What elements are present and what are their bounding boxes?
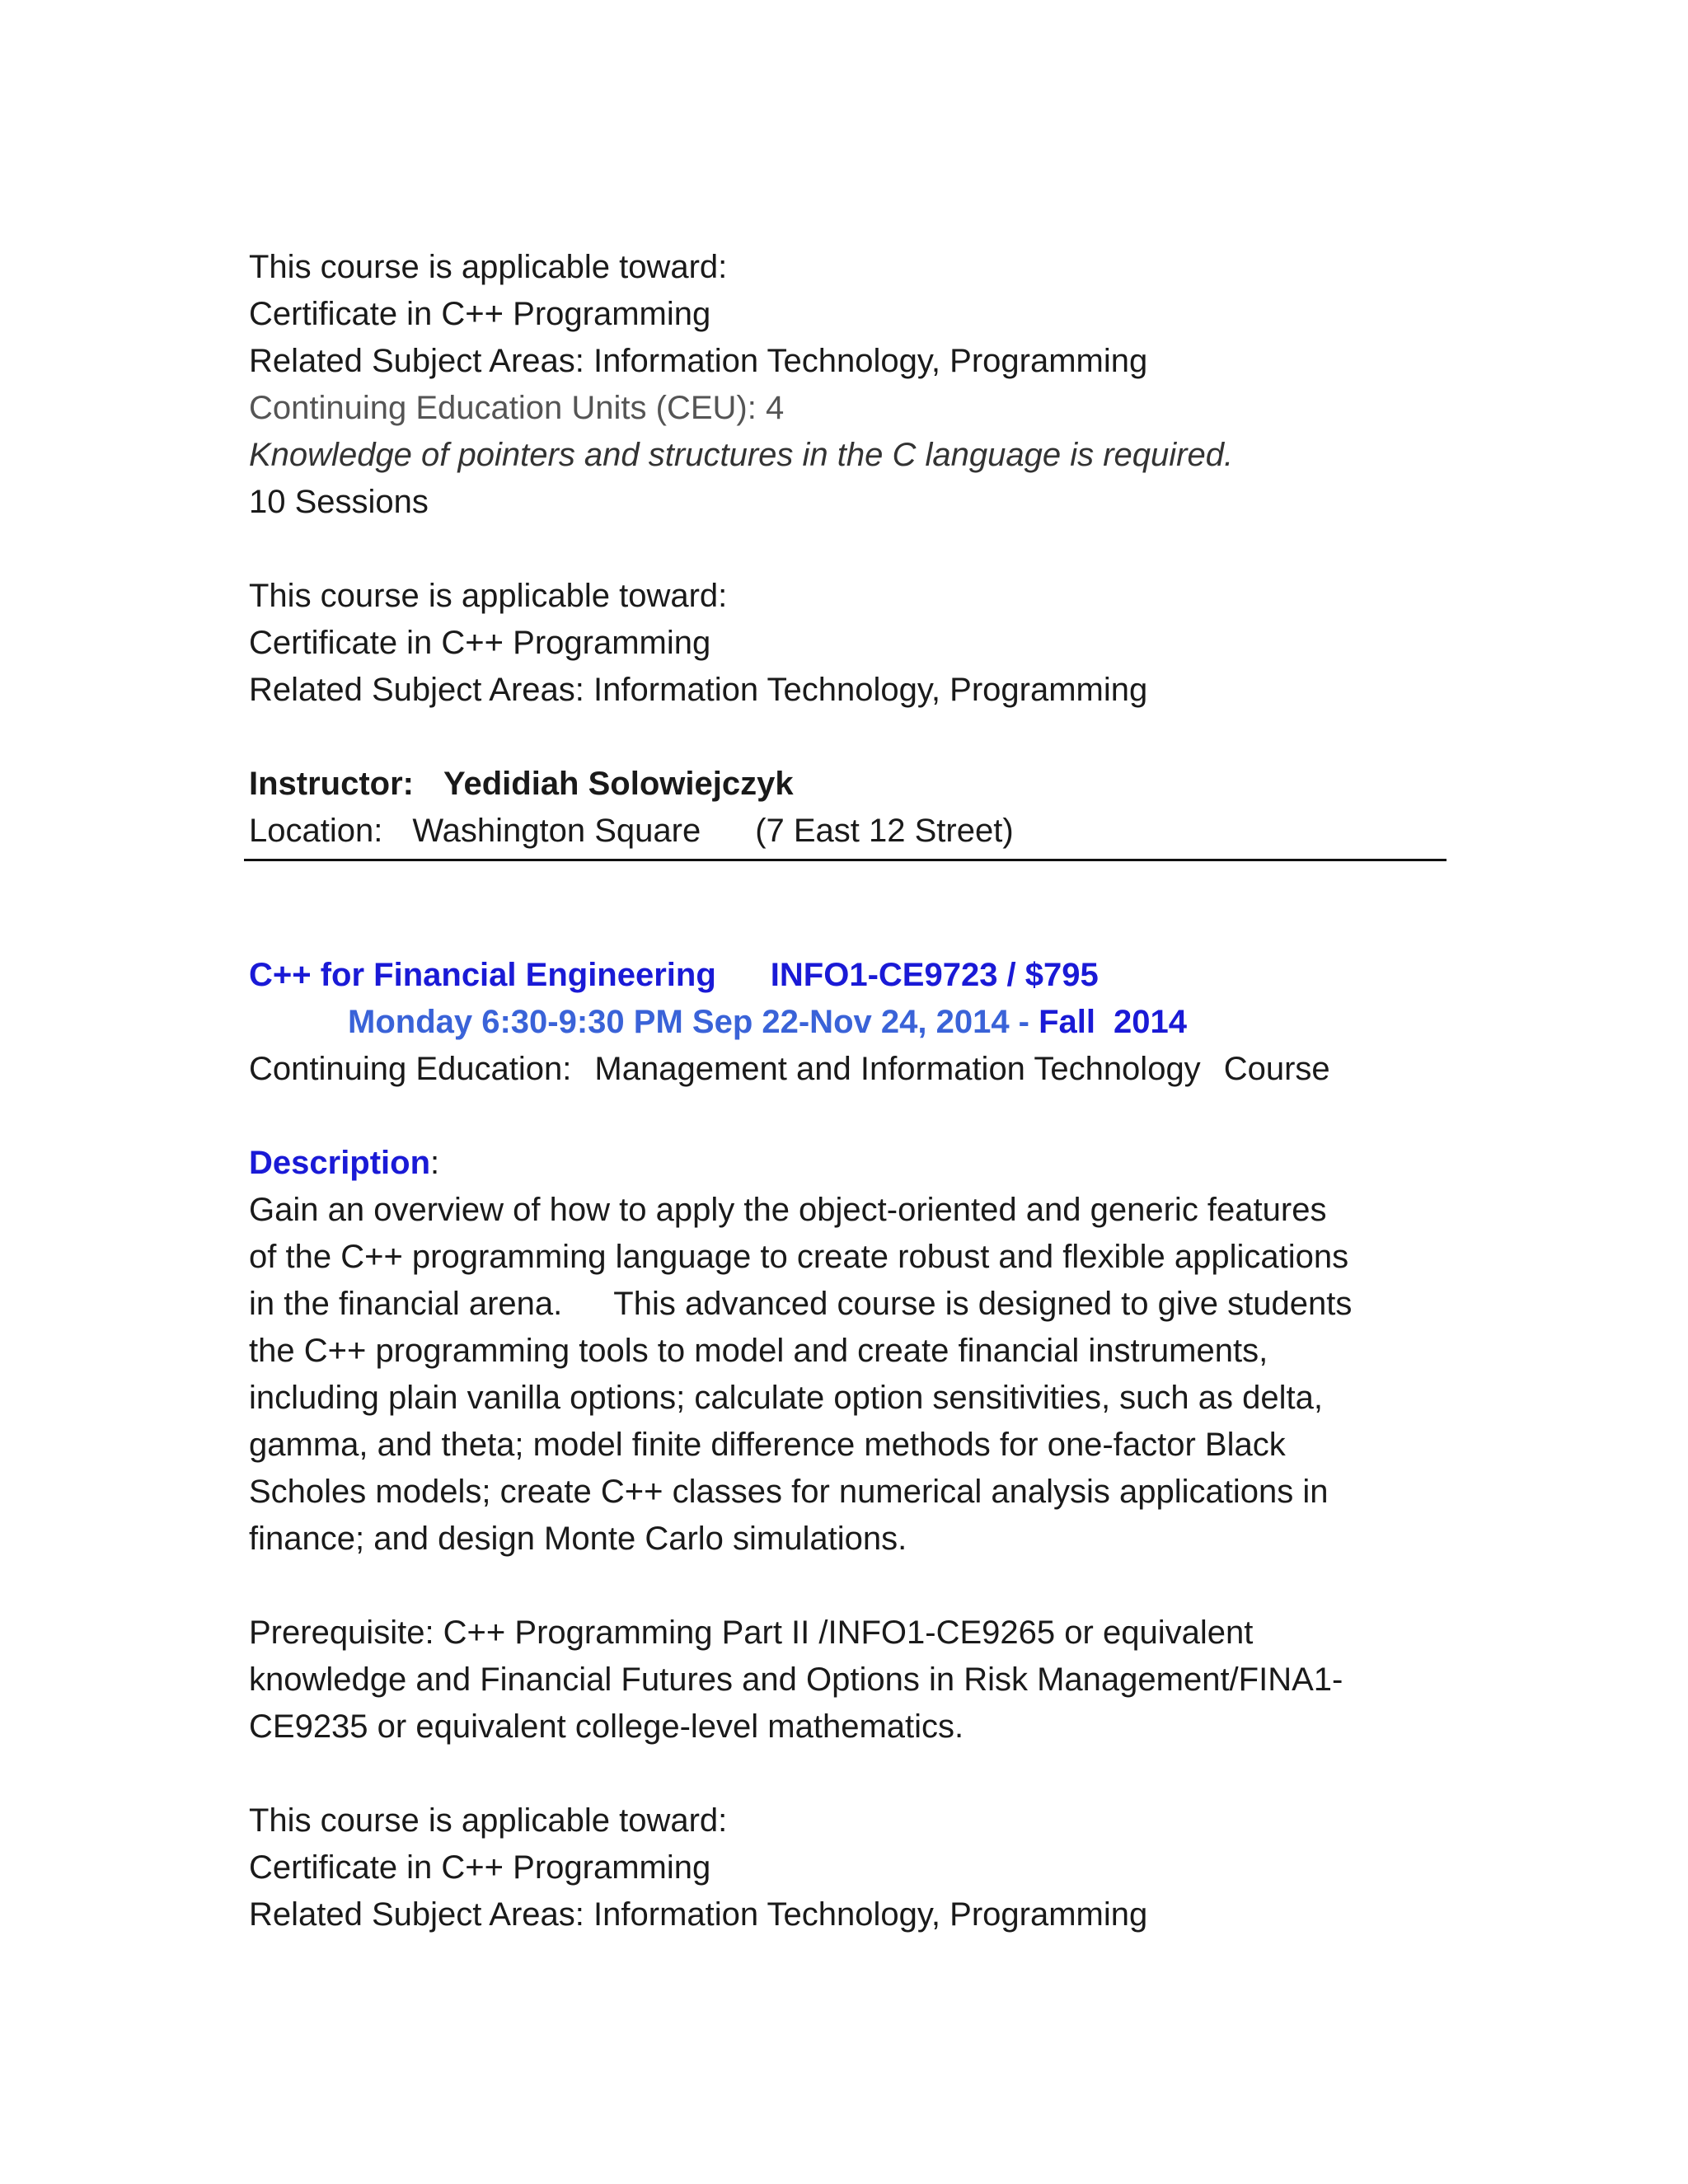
description-line: the C++ programming tools to model and create financial instruments,: [249, 1333, 1268, 1369]
description-colon: :: [430, 1145, 440, 1181]
location-label: Location:: [249, 813, 383, 849]
document-content: [249, 244, 1452, 1938]
description-heading: Description: [249, 1145, 431, 1181]
related-subjects-text: Related Subject Areas: Information Technology, Programming: [249, 1896, 1148, 1933]
description-line: Gain an overview of how to apply the object-oriented and generic features: [249, 1192, 1327, 1228]
ceu-text: Continuing Education Units (CEU): 4: [249, 390, 785, 426]
description-line-part: This advanced course is designed to give students: [613, 1286, 1353, 1322]
related-subjects-text: Related Subject Areas: Information Technology, Programming: [249, 672, 1148, 708]
applicable-toward-text: This course is applicable toward:: [249, 578, 728, 614]
applicable-toward-text: This course is applicable toward:: [249, 1802, 728, 1839]
description-line: of the C++ programming language to create robust and flexible applications: [249, 1239, 1349, 1275]
course-schedule: Monday 6:30-9:30 PM Sep 22-Nov 24, 2014 -: [348, 1004, 1029, 1040]
instructor-label: Instructor:: [249, 766, 414, 802]
description-paragraph: [249, 1187, 1452, 1563]
instructor-row: [249, 761, 1452, 808]
description-line: including plain vanilla options; calculate option sensitivities, such as delta,: [249, 1380, 1323, 1416]
course-title-row: [249, 952, 1452, 999]
course-title: C++ for Financial Engineering: [249, 957, 716, 993]
description-line: finance; and design Monte Carlo simulations.: [249, 1521, 907, 1557]
course-year: 2014: [1114, 1004, 1188, 1040]
certificate-text: Certificate in C++ Programming: [249, 1849, 711, 1886]
course-term: Fall: [1039, 1004, 1096, 1040]
prerequisite-paragraph: [249, 1610, 1452, 1750]
description-line: gamma, and theta; model finite difference methods for one-factor Black: [249, 1427, 1286, 1463]
certificate-text: Certificate in C++ Programming: [249, 296, 711, 332]
department-row: [249, 1046, 1452, 1093]
location-row: [244, 808, 1447, 861]
instructor-name: Yedidiah Solowiejczyk: [443, 766, 794, 802]
course-type: Course: [1223, 1051, 1330, 1087]
sessions-text: 10 Sessions: [249, 484, 429, 520]
description-line: Scholes models; create C++ classes for numerical analysis applications in: [249, 1474, 1329, 1510]
course-code-price: INFO1-CE9723 / $795: [770, 957, 1099, 993]
certificate-text: Certificate in C++ Programming: [249, 625, 711, 661]
applicable-toward-text: This course is applicable toward:: [249, 249, 728, 285]
course-schedule-row: [249, 999, 1452, 1046]
location-place: Washington Square: [412, 813, 701, 849]
department-label: Continuing Education:: [249, 1051, 572, 1087]
knowledge-required-text: Knowledge of pointers and structures in the C language is required.: [249, 437, 1234, 473]
description-line-part: in the financial arena.: [249, 1286, 563, 1322]
location-address: (7 East 12 Street): [755, 813, 1014, 849]
prerequisite-line: CE9235 or equivalent college-level mathematics.: [249, 1708, 964, 1745]
prerequisite-line: knowledge and Financial Futures and Options in Risk Management/FINA1-: [249, 1661, 1343, 1698]
related-subjects-text: Related Subject Areas: Information Technology, Programming: [249, 343, 1148, 379]
description-line-split: [249, 1281, 1452, 1328]
department-name: Management and Information Technology: [594, 1051, 1201, 1087]
description-heading-row: [249, 1140, 1452, 1187]
prerequisite-line: Prerequisite: C++ Programming Part II /INFO1-CE9265 or equivalent: [249, 1615, 1254, 1651]
